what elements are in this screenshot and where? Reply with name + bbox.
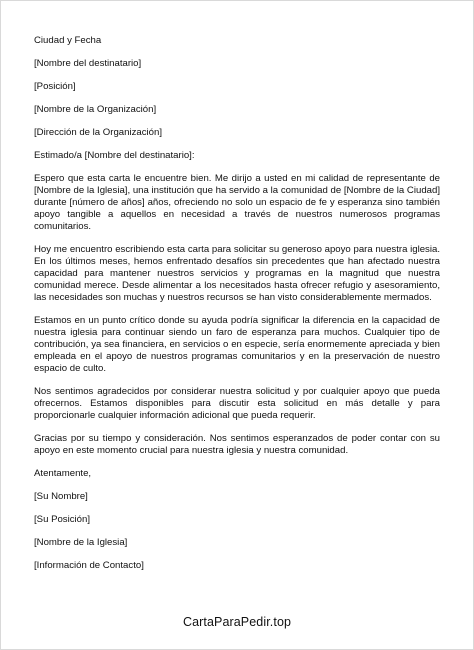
paragraph-thanks: Gracias por su tiempo y consideración. Nos sentimos esperanzados de poder contar con su apoyo en este momento crucial para nuestra iglesia y nuestra comunidad. — [34, 433, 440, 456]
place-date: Ciudad y Fecha — [34, 35, 102, 46]
closing: Atentamente, — [34, 468, 92, 479]
greeting: Estimado/a [Nombre del destinatario]: — [34, 150, 195, 161]
signer-name: [Su Nombre] — [34, 491, 88, 502]
organization-name: [Nombre de la Organización] — [34, 104, 157, 115]
paragraph-request: Hoy me encuentro escribiendo esta carta para solicitar su generoso apoyo para nuestra iglesia. En los últimos meses, hemos enfrentado desafíos sin precedentes que han afectado nuestra capacidad para mantener nuestros servicios y programas en la magnitud que nuestra comunidad merece. Desde alimentar a los necesitados hasta ofrecer refugio y asesoramiento, las necesidades son muchas y nuestros recursos se han visto considerablemente mermados. — [34, 244, 440, 303]
paragraph-intro: Espero que esta carta le encuentre bien. Me dirijo a usted en mi calidad de representante de [Nombre de la Iglesia], una institución que ha servido a la comunidad de [Nombre de la Ciudad] durante [número de años] años, ofreciendo no solo un espacio de fe y esperanza sino también apoyo tangible a aquellos en necesidad a través de nuestros numerosos programas comunitarios. — [34, 173, 440, 232]
letter-body — [34, 35, 440, 583]
paragraph-critical-point: Estamos en un punto crítico donde su ayuda podría significar la diferencia en la capacidad de nuestra iglesia para continuar siendo un faro de esperanza para muchos. Cualquier tipo de contribución, ya sea financiera, en servicios o en especie, sería enormemente apreciada y bien empleada en el apoyo de nuestros programas comunitarios y en la preservación de nuestro espacio de culto. — [34, 315, 440, 374]
contact-info: [Información de Contacto] — [34, 560, 144, 571]
site-footer: CartaParaPedir.top — [182, 615, 292, 629]
recipient-position: [Posición] — [34, 81, 76, 92]
organization-address: [Dirección de la Organización] — [34, 127, 162, 138]
church-name: [Nombre de la Iglesia] — [34, 537, 128, 548]
paragraph-gratitude: Nos sentimos agradecidos por considerar nuestra solicitud y por cualquier apoyo que pueda ofrecernos. Estamos disponibles para discutir esta solicitud en más detalle y para proporcionarle cualquier información adicional que pueda requerir. — [34, 386, 440, 421]
signer-position: [Su Posición] — [34, 514, 90, 525]
recipient-name: [Nombre del destinatario] — [34, 58, 142, 69]
